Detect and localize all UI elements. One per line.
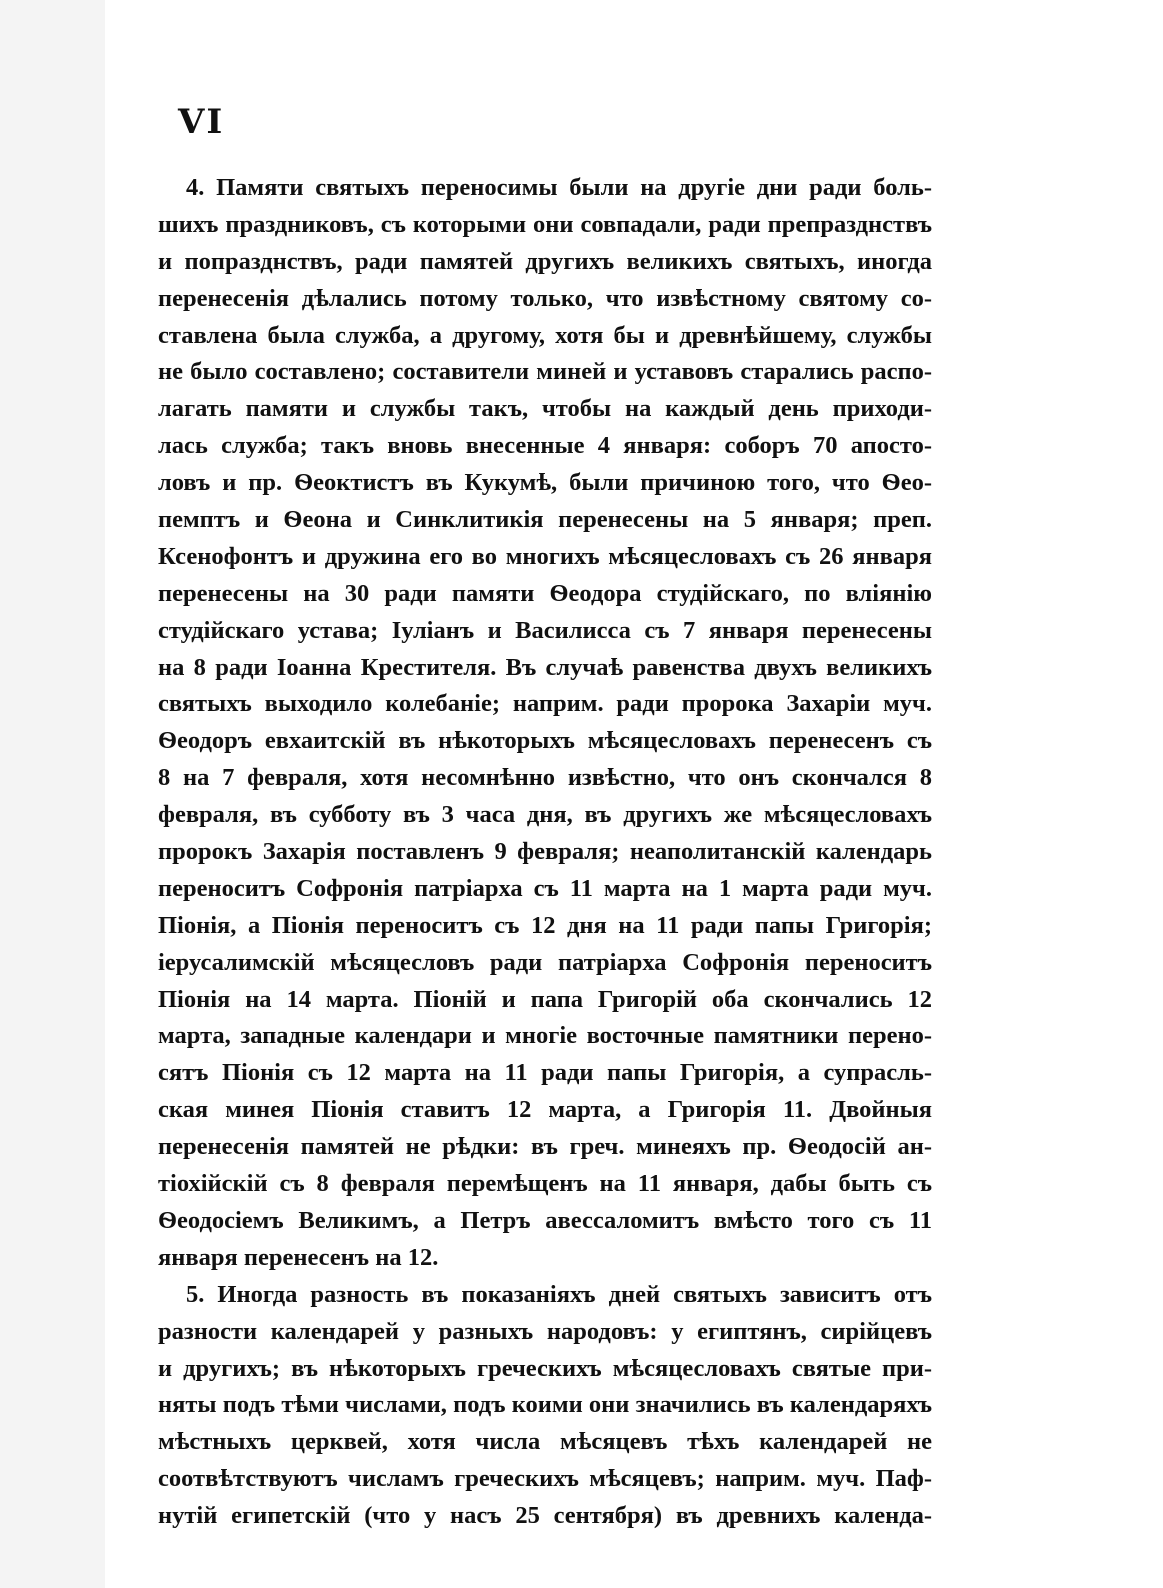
text-line: перенесенія дѣлались потому только, что извѣстному святому со- bbox=[158, 284, 932, 312]
text-line: ская минея Піонія ставитъ 12 марта, а Григорія 11. Двойныя bbox=[158, 1096, 932, 1124]
text-line: Піонія на 14 марта. Піоній и папа Григорій оба скончались 12 bbox=[158, 985, 932, 1013]
text-line: Ѳеодоръ евхаитскій въ нѣкоторыхъ мѣсяцесловахъ перенесенъ съ bbox=[158, 727, 932, 755]
text-line: 5. Иногда разность въ показаніяхъ дней святыхъ зависитъ отъ bbox=[186, 1280, 932, 1308]
text-line: тіохійскій съ 8 февраля перемѣщенъ на 11 января, дабы быть съ bbox=[158, 1170, 932, 1198]
page-number: VI bbox=[178, 102, 225, 142]
text-line: февраля, въ субботу въ 3 часа дня, въ другихъ же мѣсяцесловахъ bbox=[158, 801, 932, 829]
text-line: перенесены на 30 ради памяти Ѳеодора студійскаго, по вліянію bbox=[158, 579, 932, 607]
text-line: 4. Памяти святыхъ переносимы были на другіе дни ради боль- bbox=[186, 174, 932, 201]
text-line: лась служба; такъ вновь внесенные 4 января: соборъ 70 апосто- bbox=[158, 432, 932, 460]
text-line: и другихъ; въ нѣкоторыхъ греческихъ мѣсяцесловахъ святые при- bbox=[158, 1354, 932, 1382]
text-line: нутій египетскій (что у насъ 25 сентября) въ древнихъ календа- bbox=[158, 1502, 932, 1530]
text-line: соотвѣтствуютъ числамъ греческихъ мѣсяцевъ; наприм. муч. Паф- bbox=[158, 1465, 932, 1493]
text-line: перенесенія памятей не рѣдки: въ греч. минеяхъ пр. Ѳеодосій ан- bbox=[158, 1133, 932, 1161]
text-line: пемптъ и Ѳеона и Синклитикія перенесены на 5 января; преп. bbox=[158, 506, 932, 534]
body-text bbox=[158, 170, 932, 1535]
text-line: на 8 ради Іоанна Крестителя. Въ случаѣ равенства двухъ великихъ bbox=[158, 653, 932, 681]
text-line: Ксенофонтъ и дружина его во многихъ мѣсяцесловахъ съ 26 января bbox=[158, 542, 932, 570]
text-line: мѣстныхъ церквей, хотя числа мѣсяцевъ тѣхъ календарей не bbox=[158, 1428, 932, 1456]
text-line: студійскаго устава; Іуліанъ и Василисса съ 7 января перенесены bbox=[158, 616, 932, 644]
text-line: святыхъ выходило колебаніе; наприм. ради пророка Захаріи муч. bbox=[158, 690, 932, 718]
text-line: ставлена была служба, а другому, хотя бы и древнѣйшему, службы bbox=[158, 321, 932, 349]
text-line: января перенесенъ на 12. bbox=[158, 1243, 439, 1271]
text-line: не было составлено; составители миней и уставовъ старались распо- bbox=[158, 358, 932, 386]
text-line: Ѳеодосіемъ Великимъ, а Петръ авессаломитъ вмѣсто того съ 11 bbox=[158, 1206, 932, 1234]
text-line: іерусалимскій мѣсяцесловъ ради патріарха Софронія переноситъ bbox=[158, 948, 932, 976]
text-line: марта, западные календари и многіе восточные памятники перено- bbox=[158, 1022, 932, 1050]
text-line: переноситъ Софронія патріарха съ 11 марта на 1 марта ради муч. bbox=[158, 874, 932, 902]
text-line: пророкъ Захарія поставленъ 9 февраля; неаполитанскій календарь bbox=[158, 838, 932, 866]
text-line: сятъ Піонія съ 12 марта на 11 ради папы Григорія, а супрасль- bbox=[158, 1059, 932, 1087]
text-line: лагать памяти и службы такъ, чтобы на каждый день приходи- bbox=[158, 395, 932, 423]
text-line: няты подъ тѣми числами, подъ коими они значились въ календаряхъ bbox=[158, 1391, 932, 1419]
text-line: 8 на 7 февраля, хотя несомнѣнно извѣстно, что онъ скончался 8 bbox=[158, 764, 932, 792]
text-line: и попразднствъ, ради памятей другихъ великихъ святыхъ, иногда bbox=[158, 247, 932, 275]
text-line: шихъ праздниковъ, съ которыми они совпадали, ради препразднствъ bbox=[158, 210, 932, 238]
text-line: Піонія, а Піонія переноситъ съ 12 дня на 11 ради папы Григорія; bbox=[158, 911, 932, 939]
page-gutter bbox=[0, 0, 105, 1588]
text-line: разности календарей у разныхъ народовъ: у египтянъ, сирійцевъ bbox=[158, 1317, 932, 1345]
text-line: ловъ и пр. Ѳеоктистъ въ Кукумѣ, были причиною того, что Ѳео- bbox=[158, 469, 932, 497]
